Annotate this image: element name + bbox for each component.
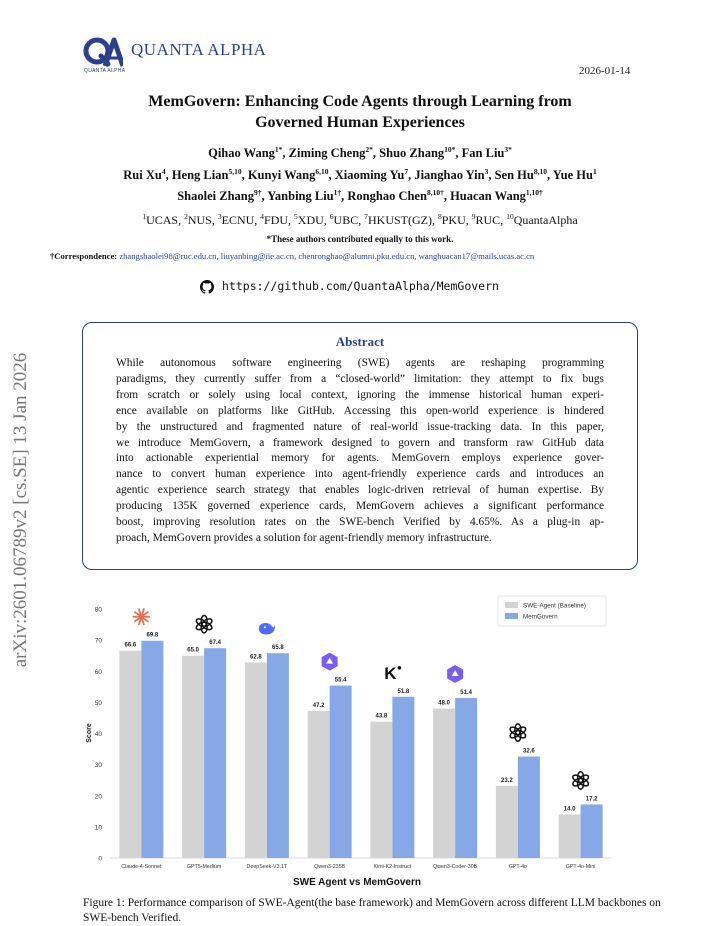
legend-swatch <box>505 613 518 619</box>
affiliation-name: UBC <box>333 213 359 227</box>
bar-value-label: 23.2 <box>501 777 513 784</box>
x-tick-label: Claude-4-Sonnet <box>121 864 162 870</box>
memgovern-bar <box>330 686 352 858</box>
legend-label: SWE-Agent (Baseline) <box>523 602 586 610</box>
affiliation-marker: 2 <box>184 212 188 221</box>
abstract-heading: Abstract <box>335 334 385 349</box>
author-affiliation-marker: 5,10 <box>228 166 242 176</box>
author-name: Ronghao Chen <box>347 189 427 204</box>
author-affiliation-marker: 3* <box>504 145 512 154</box>
author-name: Xiaoming Yu <box>334 167 405 182</box>
author-line: Shaolei Zhang$^{9\dagger}$, Yanbing Liu$^{1\dagger}$, Ronghao Chen$^{8,10\dagger}$, Huacan Wang$^{1,10\dagger}$ <box>177 188 543 204</box>
claude-icon <box>133 609 149 624</box>
y-tick-label: 20 <box>94 793 102 801</box>
abstract-line: into actionable experiential memory for agents. MemGovern employs experience gover- <box>116 452 604 465</box>
author-affiliation-marker: 1* <box>274 145 283 154</box>
arxiv-id: arXiv:2601.06789v2 [cs.SE] 13 Jan 2026 <box>10 352 31 668</box>
affiliation-marker: 6 <box>329 212 334 221</box>
memgovern-bar <box>581 804 603 858</box>
author-affiliation-marker: 8,10 <box>533 166 547 176</box>
author-affiliation-marker: 1,10† <box>525 188 543 198</box>
author-name: Kunyi Wang <box>247 167 316 182</box>
abstract-line: proach, MemGovern provides a solution for agent-friendly memory infrastructure. <box>116 531 492 544</box>
y-axis-label: Score <box>86 723 93 743</box>
bar-value-label: 67.4 <box>209 640 221 647</box>
y-tick-label: 10 <box>94 824 102 832</box>
y-tick-label: 50 <box>94 699 102 707</box>
bar-value-label: 51.4 <box>460 690 472 697</box>
affiliation-name: UCAS <box>146 213 179 227</box>
bar-value-label: 55.4 <box>334 677 347 684</box>
author-name: Jianghao Yin <box>414 167 485 182</box>
bar-value-label: 17.2 <box>585 796 598 803</box>
deepseek-icon <box>259 623 275 634</box>
abstract-line: nance to convert human experience into agent-friendly experience cards and introduces an <box>116 468 604 481</box>
affiliation-marker: 7 <box>364 212 368 221</box>
bar-value-label: 43.8 <box>375 713 388 720</box>
openai-icon <box>572 772 590 789</box>
y-tick-label: 0 <box>98 855 102 863</box>
baseline-bar <box>496 786 518 858</box>
author-affiliation-marker: 1 <box>592 166 597 176</box>
correspondence-label: †Correspondence: <box>50 251 118 261</box>
abstract-line: producing 135K governed experience cards, MemGovern achieves a significant performance <box>116 500 604 513</box>
bar-value-label: 69.8 <box>146 632 159 639</box>
affiliation-name: RUC <box>475 213 501 227</box>
logo-name: QUANTA ALPHA <box>131 40 267 59</box>
paper-title-line-1: MemGovern: Enhancing Code Agents through Learning from <box>148 93 572 110</box>
author-name: Ziming Cheng <box>288 146 366 161</box>
legend-label: MemGovern <box>523 613 558 621</box>
bar-value-label: 65.8 <box>272 645 284 652</box>
author-affiliation-marker: 9† <box>253 188 262 198</box>
kimi-icon <box>384 664 401 683</box>
legend-swatch <box>505 602 518 608</box>
paper-title-line-2: Governed Human Experiences <box>255 114 465 131</box>
memgovern-bar <box>267 653 289 858</box>
x-tick-label: Kimi-K2-Instruct <box>373 864 412 870</box>
y-tick-label: 40 <box>94 731 102 738</box>
bar-value-label: 65.0 <box>187 647 199 654</box>
baseline-bar <box>308 711 330 858</box>
author-affiliation-marker: 6,10 <box>315 166 329 176</box>
paper-date: 2026-01-14 <box>579 65 631 77</box>
memgovern-bar <box>141 641 163 858</box>
author-affiliation-marker: 4 <box>161 166 166 176</box>
y-tick-label: 80 <box>94 606 102 614</box>
memgovern-bar <box>392 697 414 858</box>
memgovern-bar <box>204 648 226 858</box>
affiliation-name: PKU <box>441 213 466 227</box>
abstract-line: we introduce MemGovern, a framework designed to govern and transform raw GitHub data <box>116 436 604 449</box>
abstract-line: boost, improving resolution rates on the SWE-bench Verified by 4.65%. As a plug-in ap- <box>116 516 604 529</box>
author-affiliation-marker: 2* <box>365 145 373 154</box>
author-name: Shuo Zhang <box>379 146 445 161</box>
y-tick-label: 70 <box>94 637 102 645</box>
author-name: Fan Liu <box>461 146 505 161</box>
baseline-bar <box>119 651 141 858</box>
author-line: Rui Xu$^4$, Heng Lian$^{5,10}$, Kunyi Wang$^{6,10}$, Xiaoming Yu$^7$, Jianghao Yin$^3$, Sen Hu$^{8,10}$, Yue Hu$^1$ <box>123 166 597 182</box>
bar-value-label: 62.8 <box>250 654 262 661</box>
logo-subtitle: QUANTA ALPHA <box>84 68 126 74</box>
author-name: Heng Lian <box>171 167 229 182</box>
author-name: Rui Xu <box>123 167 162 182</box>
baseline-bar <box>182 656 204 858</box>
bar-value-label: 48.0 <box>438 700 450 707</box>
author-affiliation-marker: 3 <box>484 166 489 176</box>
abstract-line: ence available on platforms like GitHub. Accessing this open-world experience is hindered <box>116 404 604 417</box>
baseline-bar <box>370 722 392 858</box>
abstract-line: agentic experience search strategy that enables logic-driven retrieval of human expertise. By <box>116 484 604 497</box>
qwen-icon <box>447 665 463 683</box>
affiliation-name: HKUST(GZ) <box>367 213 432 227</box>
bar-value-label: 66.6 <box>124 642 137 649</box>
abstract-line: paradigms, they currently suffer from a “closed-world” limitation: they attempt to fix bugs <box>116 372 604 385</box>
author-affiliation-marker: 8,10† <box>426 188 444 198</box>
affiliation-name: NUS <box>187 213 212 227</box>
chart-title: SWE Agent vs MemGovern <box>293 877 421 888</box>
affiliation-name: FDU <box>264 213 289 227</box>
affiliation-marker: 8 <box>437 212 442 221</box>
x-tick-label: GPT5-Medium <box>186 864 222 870</box>
bar-value-label: 47.2 <box>312 703 325 710</box>
repo-url[interactable]: https://github.com/QuantaAlpha/MemGovern <box>222 279 499 293</box>
memgovern-bar <box>455 698 477 858</box>
author-affiliation-marker: 7 <box>404 166 409 176</box>
correspondence-emails[interactable]: zhangshaolei98@ruc.edu.cn, liuyanbing@iie.ac.cn, chenronghao@alumni.pku.edu.cn, wanghuacan17@mails.ucas.ac.cn <box>119 251 535 261</box>
memgovern-bar <box>518 757 540 858</box>
abstract-line: by the unstructured and fragmented nature of real-world issue-tracking data. In this paper, <box>116 420 604 433</box>
y-tick-label: 60 <box>94 668 102 676</box>
y-tick-label: 30 <box>94 762 102 770</box>
baseline-bar <box>433 709 455 858</box>
author-name: Shaolei Zhang <box>177 189 254 204</box>
equal-contribution-note: *These authors contributed equally to this work. <box>266 234 454 244</box>
bar-value-label: 14.0 <box>563 806 576 813</box>
author-affiliation-marker: 10* <box>444 145 456 154</box>
baseline-bar <box>245 663 267 858</box>
author-name: Yue Hu <box>552 167 593 182</box>
author-name: Qihao Wang <box>208 146 275 161</box>
x-tick-label: DeepSeek-V3.1T <box>246 864 288 870</box>
openai-icon <box>509 724 527 741</box>
affiliation-marker: 1 <box>142 212 147 221</box>
qwen-icon <box>322 653 338 671</box>
author-name: Sen Hu <box>494 167 534 182</box>
x-tick-label: GPT-4o-Mini <box>565 864 596 870</box>
author-name: Huacan Wang <box>450 189 526 204</box>
svg-text:K: K <box>384 663 397 683</box>
abstract-line: from scratch or solely using local context, ignoring the immense historical human experi- <box>116 388 604 401</box>
author-line: Qihao Wang$^{1*}$, Ziming Cheng$^{2*}$, Shuo Zhang$^{10*}$, Fan Liu$^{3*}$ <box>208 145 512 161</box>
figure-caption: Figure 1: Performance comparison of SWE-Agent(the base framework) and MemGovern across different LLM backbones on SWE-bench Verified. <box>83 897 661 924</box>
x-tick-label: Qwen3-235B <box>314 864 346 870</box>
bar-value-label: 32.6 <box>523 748 535 755</box>
affiliation-marker: 3 <box>217 212 222 221</box>
abstract-line: While autonomous software engineering (SWE) agents are reshaping programming <box>116 357 604 369</box>
legend-box <box>498 596 606 626</box>
author-name: Yanbing Liu <box>267 189 334 204</box>
affiliation-name: XDU <box>297 213 324 227</box>
affiliation-name: ECNU <box>221 213 255 227</box>
affiliations: $^1$UCAS, $^2$NUS, $^3$ECNU, $^4$FDU, $^5$XDU, $^6$UBC, $^7$HKUST(GZ), $^8$PKU, $^9$RUC, $^{10}$QuantaAlpha <box>142 212 578 227</box>
openai-icon <box>195 616 213 633</box>
x-tick-label: GPT-4o <box>508 864 528 870</box>
affiliation-marker: 9 <box>471 212 476 221</box>
author-affiliation-marker: 1† <box>333 188 342 198</box>
bar-value-label: 51.8 <box>397 688 410 695</box>
affiliation-marker: 5 <box>294 212 298 221</box>
baseline-bar <box>559 814 581 858</box>
affiliation-marker: 10 <box>506 212 514 221</box>
x-tick-label: Qwen3-Coder-30B <box>433 864 478 870</box>
affiliation-name: QuantaAlpha <box>513 213 578 227</box>
affiliation-marker: 4 <box>260 212 265 221</box>
